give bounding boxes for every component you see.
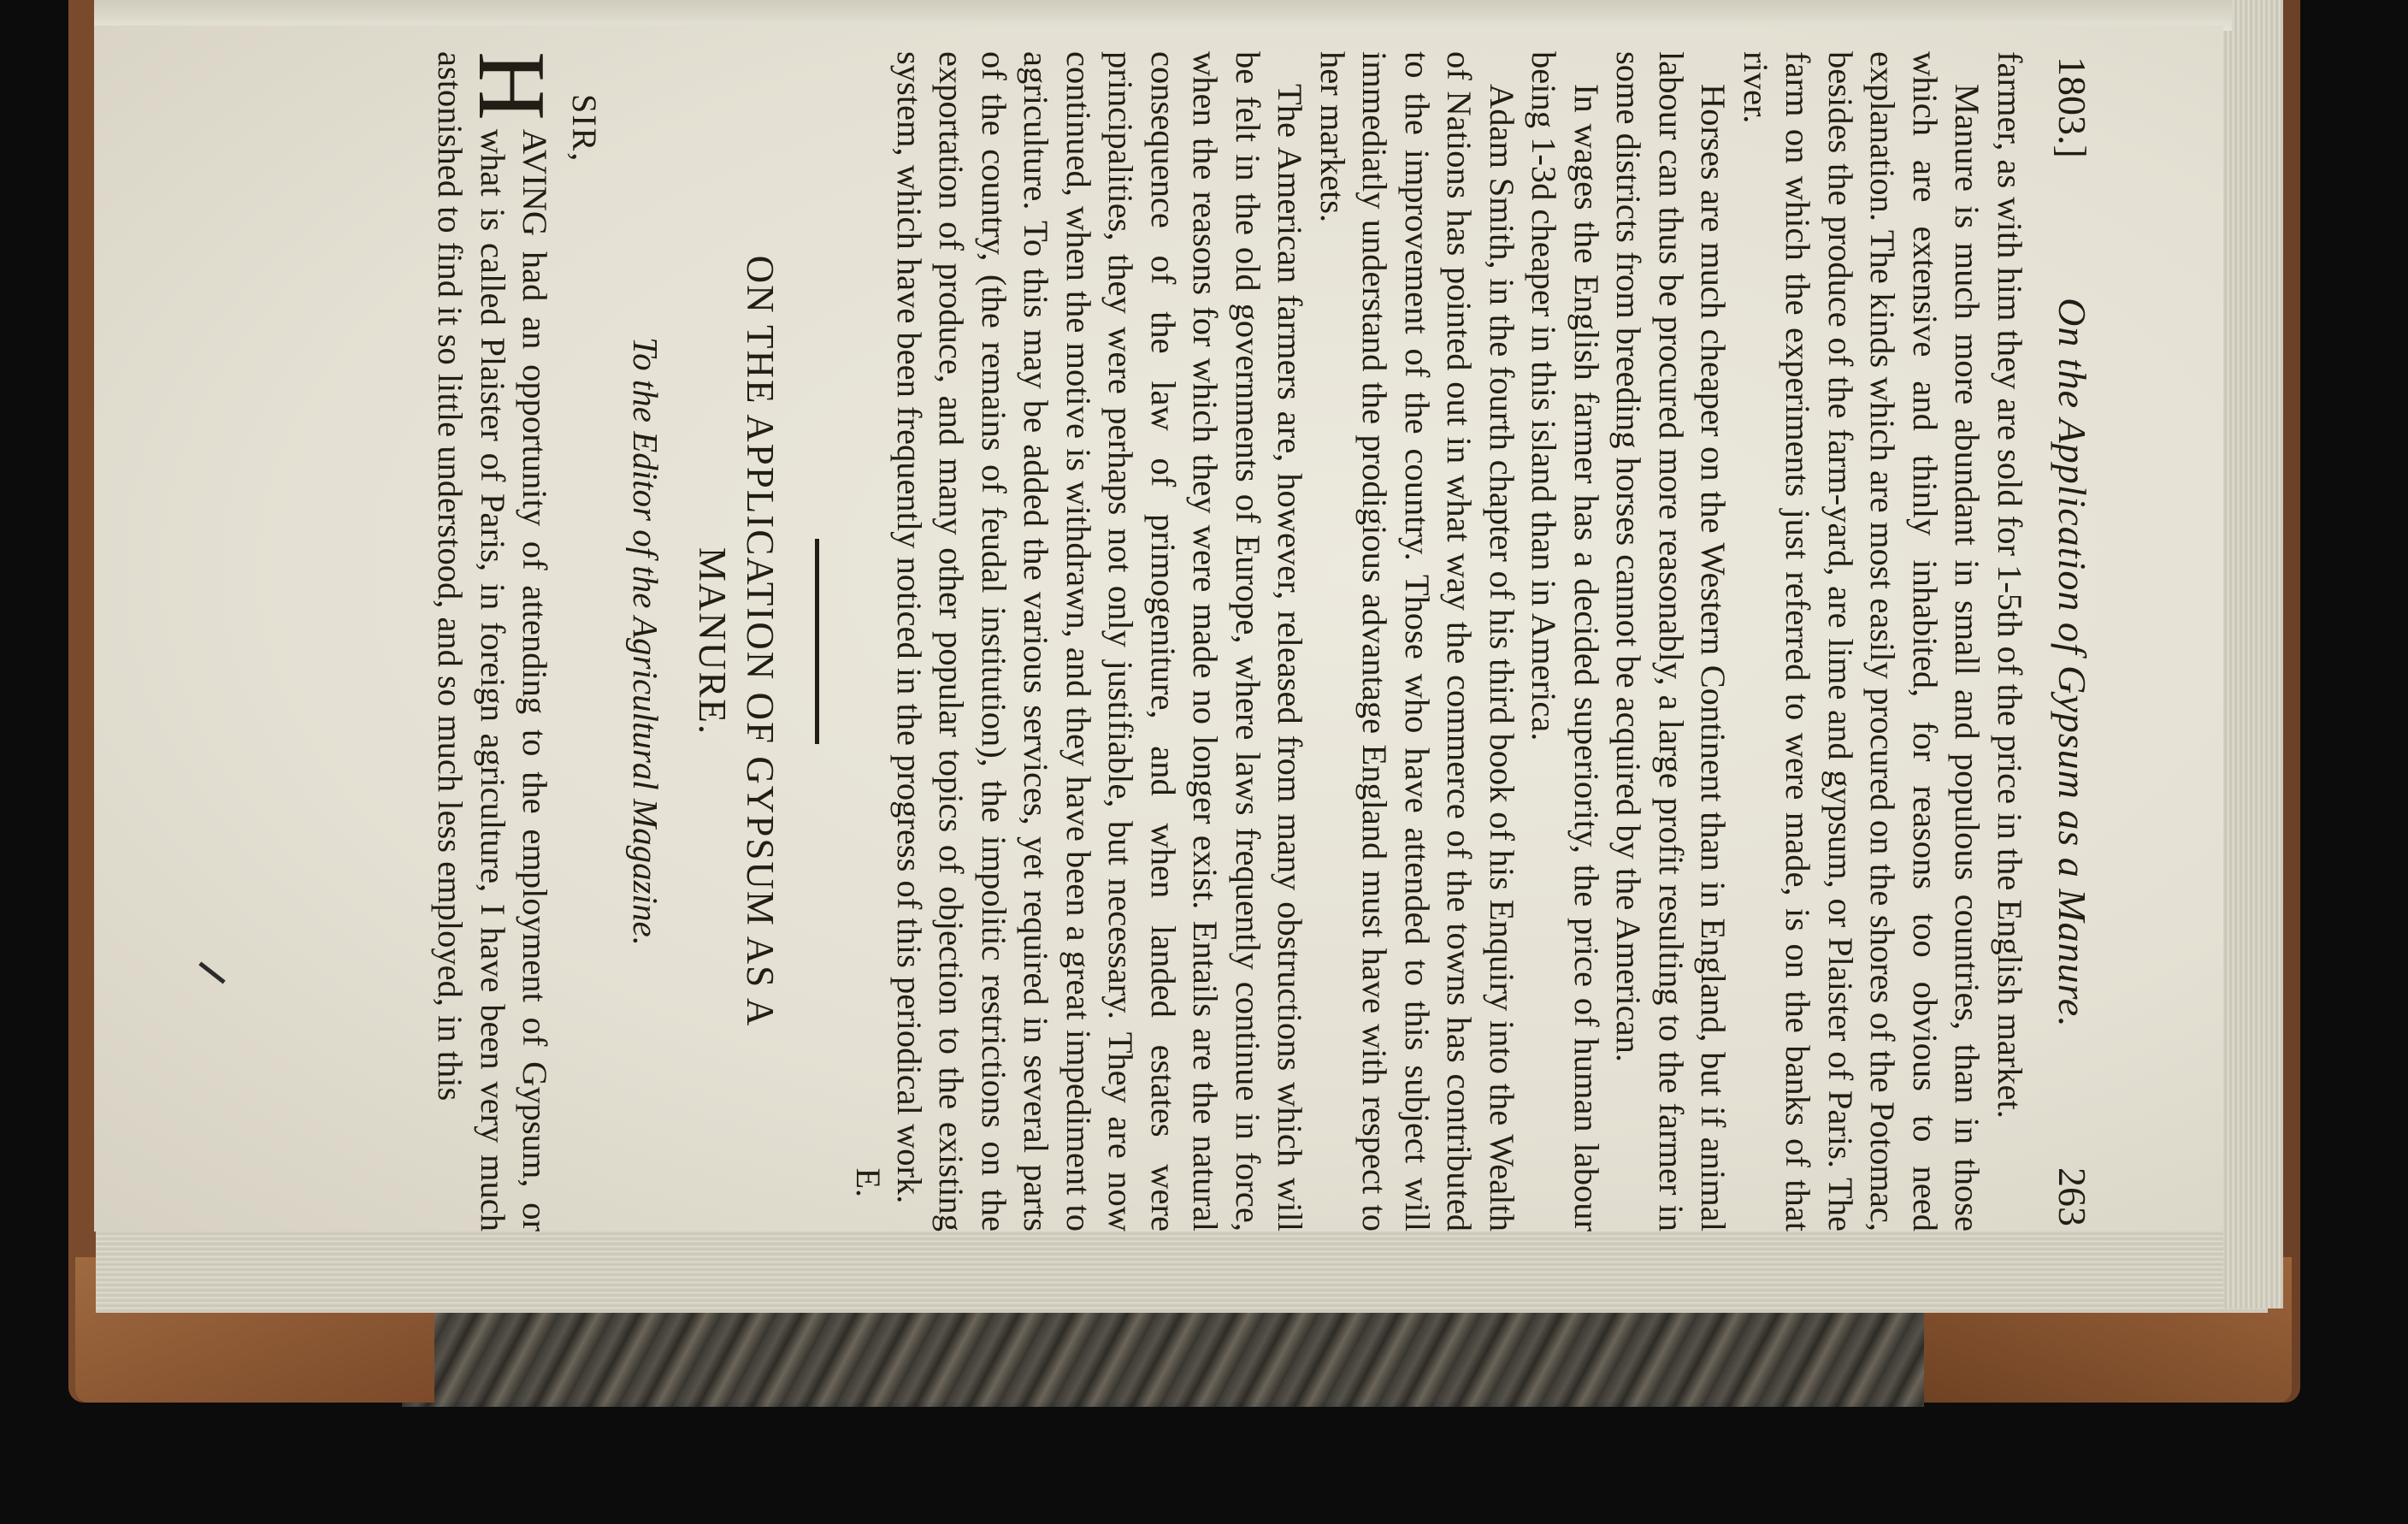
paragraph: farmer, as with him they are sold for 1-5th of the price in the English market. [1991,51,2029,1119]
running-head-title: On the Application of Gypsum as a Manure. [2051,298,2094,1028]
section-divider [816,539,820,744]
running-head [2050,51,2095,1232]
paragraph: In wages the English farmer has a decided superiority, the price of human labour being 1-3d cheaper in this island than in America. [1525,51,1606,1232]
signature: E. [849,1167,888,1197]
article-title-line: MANURE. [691,546,735,736]
marbled-board [402,1304,1924,1407]
paragraph: Adam Smith, in the fourth chapter of his third book of his Enquiry into the Wealth of Nations has pointed out in what way the commerce of the towns has contributed to the improvement of the country. Those who have attended to this subject will immediatly understand the prodigious advantage England must have with respect to her markets. [1313,51,1521,1232]
page-number: 263 [2051,1167,2094,1226]
opening-paragraph [429,51,565,1232]
paragraph: Horses are much cheaper on the Western Continent than in England, but if animal labour can thus be procured more reasonably, a large profit resulting to the farmer in some districts from breeding horses cannot be acquired by the American. [1609,51,1733,1232]
salutation: SIR, [565,94,605,163]
article-title-line: ON THE APPLICATION OF GYPSUM AS A [739,255,782,1028]
page-edge-bottom [96,1232,2268,1313]
page-edge-right [2223,0,2283,1308]
running-head-year: 1803.] [2051,56,2094,158]
addressee: To the Editor of the Agricultural Magazine. [626,337,666,946]
paragraph: The American farmers are, however, released from many obstructions which will be felt in the old governments of Europe, where laws frequently continue in force, when the reasons for which they were made no longer exist. Entails are the natural consequence of the law of primogeniture, and when landed estates were principalities, they were perhaps not only justifiable, but necessary. They are now continued, when the motive is withdrawn, and they have been a great impediment to agriculture. To this may be added the various services, yet required in several parts of the country, (the remains of feudal institution), the impolitic restrictions on the exportation of produce, and many other popular topics of objection to the existing system, which have been frequently noticed in the progress of this periodical work. [890,51,1310,1232]
drop-cap: H [458,51,565,121]
paragraph: Manure is much more abundant in small and populous countries, than in those which are extensive and thinly inhabited, for reasons too obvious to need explanation. The kinds which are most easily procured on the shores of the Potomac, besides the produce of the farm-yard, are lime and gypsum, or Plaister of Paris. The farm on which the experiments just referred to were made, is on the banks of that river. [1737,51,1987,1232]
page-text-block [128,51,2095,1232]
article-title [689,51,785,1232]
opening-text: AVING had an opportunity of attending to the employment of Gypsum, or what is called Plaister of Paris, in foreign agriculture, I have been very much astonished to find it so little understood, and so much less employed, in this [431,51,555,1232]
